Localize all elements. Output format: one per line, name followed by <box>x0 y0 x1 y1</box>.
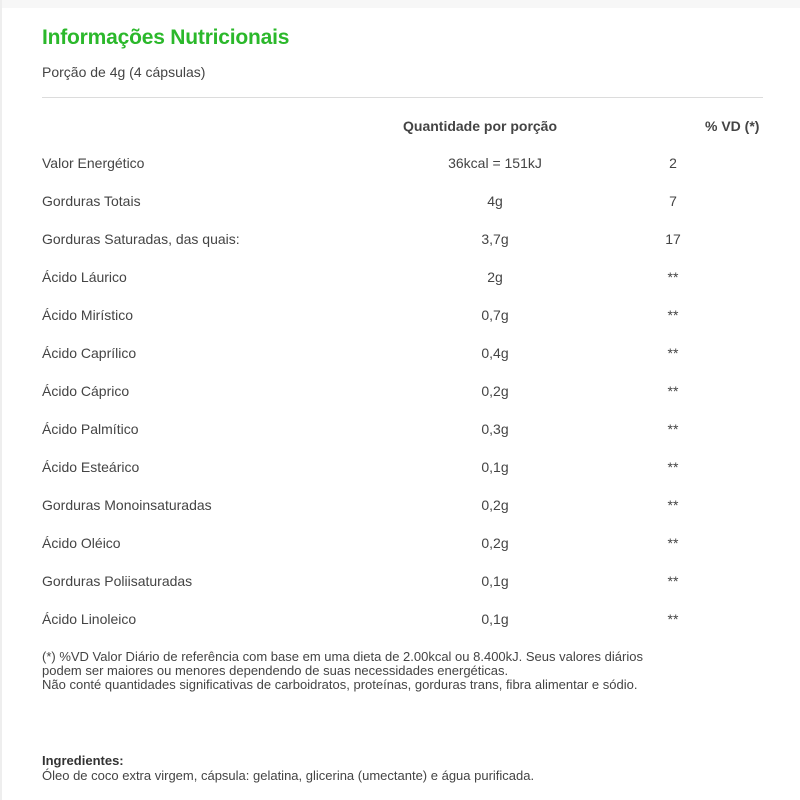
nutrient-vd: 2 <box>669 155 677 171</box>
table-row <box>0 345 800 383</box>
nutrient-quantity: 0,1g <box>481 611 509 627</box>
nutrient-name: Ácido Mirístico <box>42 307 134 323</box>
nutrient-quantity: 0,3g <box>481 421 509 437</box>
page-title: Informações Nutricionais <box>42 26 290 49</box>
portion-size: Porção de 4g (4 cápsulas) <box>42 64 206 80</box>
nutrient-quantity: 2g <box>487 269 503 285</box>
table-row <box>0 231 800 269</box>
footnote-line: podem ser maiores ou menores dependendo de suas necessidades energéticas. <box>42 663 509 678</box>
nutrient-quantity: 0,2g <box>481 535 509 551</box>
nutrient-name: Gorduras Totais <box>42 193 141 209</box>
table-row <box>0 611 800 649</box>
footnote <box>42 650 762 692</box>
footnote-line: Não conté quantidades significativas de carboidratos, proteínas, gorduras trans, fibra alimentar e sódio. <box>42 677 638 692</box>
nutrient-name: Gorduras Monoinsaturadas <box>42 497 212 513</box>
nutrient-name: Ácido Linoleico <box>42 611 137 627</box>
nutrient-vd: ** <box>667 269 679 285</box>
table-row <box>0 573 800 611</box>
table-row <box>0 421 800 459</box>
table-row <box>0 307 800 345</box>
column-header-quantity: Quantidade por porção <box>403 118 558 134</box>
nutrient-vd: ** <box>667 497 679 513</box>
nutrient-vd: ** <box>667 345 679 361</box>
ingredients-title: Ingredientes: <box>42 753 124 768</box>
column-header-vd: % VD (*) <box>705 118 760 134</box>
nutrient-quantity: 0,2g <box>481 383 509 399</box>
table-row <box>0 155 800 193</box>
nutrient-vd: ** <box>667 573 679 589</box>
nutrient-vd: ** <box>667 535 679 551</box>
divider <box>42 97 763 98</box>
top-strip <box>0 0 800 8</box>
nutrient-quantity: 0,1g <box>481 573 509 589</box>
table-row <box>0 497 800 535</box>
nutrient-quantity: 0,2g <box>481 497 509 513</box>
nutrient-vd: ** <box>667 307 679 323</box>
nutrient-name: Gorduras Poliisaturadas <box>42 573 193 589</box>
nutrient-quantity: 0,4g <box>481 345 509 361</box>
nutrient-name: Ácido Palmítico <box>42 421 139 437</box>
table-row <box>0 459 800 497</box>
nutrient-quantity: 36kcal = 151kJ <box>448 155 542 171</box>
nutrient-name: Ácido Oléico <box>42 535 121 551</box>
nutrient-vd: 7 <box>669 193 677 209</box>
table-row <box>0 269 800 307</box>
footnote-line: (*) %VD Valor Diário de referência com base em uma dieta de 2.00kcal ou 8.400kJ. Seus valores diários <box>42 649 643 664</box>
nutrient-quantity: 3,7g <box>481 231 509 247</box>
nutrient-quantity: 4g <box>487 193 503 209</box>
nutrient-name: Ácido Cáprico <box>42 383 130 399</box>
nutrient-name: Gorduras Saturadas, das quais: <box>42 231 240 247</box>
nutrient-name: Ácido Esteárico <box>42 459 140 475</box>
nutrient-vd: ** <box>667 421 679 437</box>
nutrient-vd: 17 <box>665 231 681 247</box>
nutrient-vd: ** <box>667 611 679 627</box>
nutrient-name: Ácido Láurico <box>42 269 127 285</box>
ingredients-text: Óleo de coco extra virgem, cápsula: gelatina, glicerina (umectante) e água purificada. <box>42 768 535 783</box>
nutrient-name: Ácido Caprílico <box>42 345 137 361</box>
table-row <box>0 535 800 573</box>
table-row <box>0 193 800 231</box>
nutrient-quantity: 0,7g <box>481 307 509 323</box>
nutrient-vd: ** <box>667 459 679 475</box>
table-row <box>0 383 800 421</box>
nutrient-vd: ** <box>667 383 679 399</box>
nutrient-quantity: 0,1g <box>481 459 509 475</box>
nutrient-name: Valor Energético <box>42 155 145 171</box>
